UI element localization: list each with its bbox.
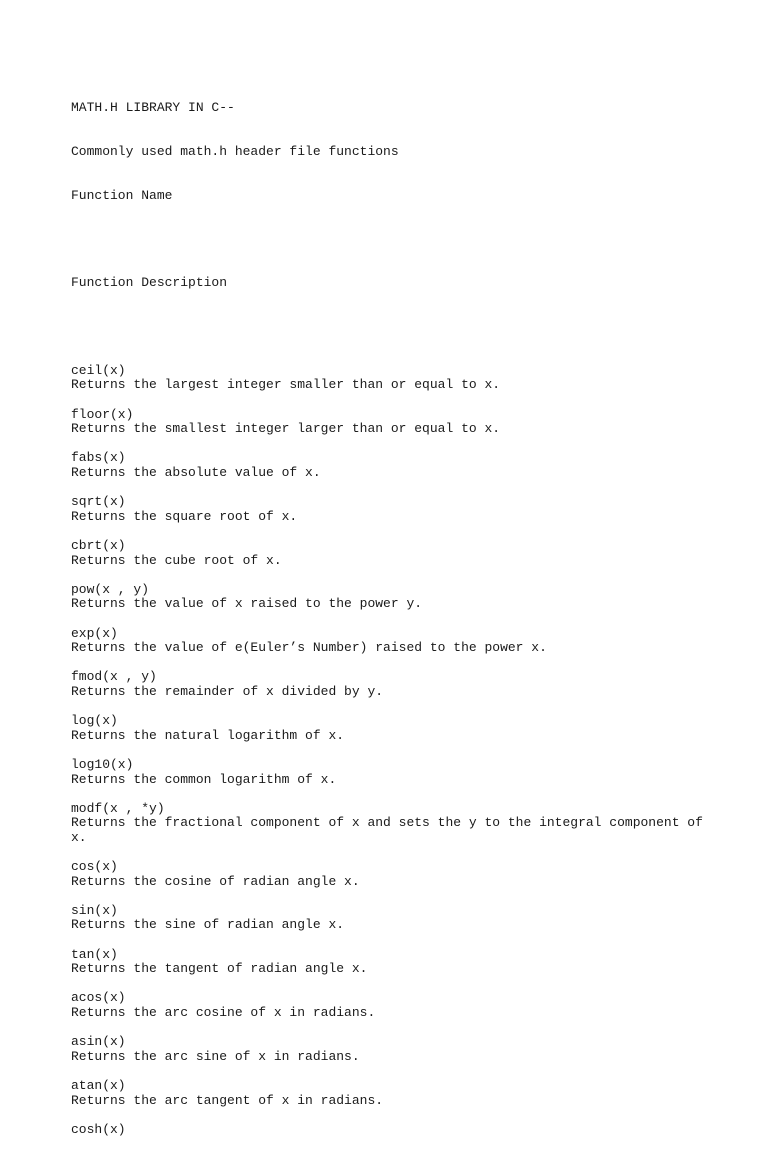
function-name: cos(x) [71,859,118,875]
function-name: modf(x , *y) [71,800,165,816]
function-entry [71,408,711,437]
function-description: Returns the fractional component of x and sets the y to the integral component of x. [71,815,711,845]
function-name: pow(x , y) [71,581,150,597]
function-name: tan(x) [71,946,118,962]
function-name: cbrt(x) [71,538,126,553]
function-description: Returns the arc tangent of x in radians. [71,1092,384,1108]
function-entry [71,670,711,699]
function-entry [71,1123,711,1138]
document-subtitle: Commonly used math.h header file functions [71,143,399,159]
function-name: acos(x) [71,990,126,1006]
function-entry [71,451,711,480]
spacer [71,233,711,248]
function-description: Returns the square root of x. [71,508,298,524]
function-name: log10(x) [71,756,134,772]
function-description: Returns the value of e(Euler’s Number) raised to the power x. [71,640,547,656]
function-description: Returns the value of x raised to the power y. [71,596,423,612]
function-description: Returns the remainder of x divided by y. [71,683,384,699]
column-header-description: Function Description [71,275,228,291]
function-description: Returns the cube root of x. [71,552,282,568]
function-description: Returns the natural logarithm of x. [71,727,345,743]
function-list [71,364,711,1137]
function-entry [71,802,711,846]
function-entry [71,948,711,977]
spacer [71,320,711,335]
function-name: log(x) [71,713,118,729]
function-description: Returns the smallest integer larger than or equal to x. [71,421,501,437]
function-entry [71,627,711,656]
function-name: atan(x) [71,1077,126,1093]
function-description: Returns the common logarithm of x. [71,771,337,787]
function-description: Returns the arc sine of x in radians. [71,1048,360,1064]
function-entry [71,1035,711,1064]
function-name: fabs(x) [71,450,126,466]
function-entry [71,714,711,743]
function-description: Returns the absolute value of x. [71,465,321,481]
function-entry [71,539,711,568]
function-name: floor(x) [71,406,134,422]
function-description: Returns the tangent of radian angle x. [71,961,368,977]
function-description: Returns the cosine of radian angle x. [71,873,360,889]
function-description: Returns the arc cosine of x in radians. [71,1005,376,1020]
function-name: fmod(x , y) [71,669,157,685]
function-name: ceil(x) [71,362,126,378]
document-title: MATH.H LIBRARY IN C-- [71,100,235,116]
function-description: Returns the largest integer smaller than or equal to x. [71,377,501,393]
function-name: exp(x) [71,625,118,641]
function-entry [71,583,711,612]
function-description: Returns the sine of radian angle x. [71,917,345,933]
function-entry [71,495,711,524]
function-entry [71,991,711,1020]
function-entry [71,1079,711,1108]
function-name: sqrt(x) [71,494,126,510]
function-name: asin(x) [71,1034,126,1050]
document-page [71,72,711,1152]
function-entry [71,364,711,393]
function-entry [71,860,711,889]
column-header-name: Function Name [71,187,173,203]
function-name: sin(x) [71,902,118,918]
function-name: cosh(x) [71,1121,126,1137]
function-entry [71,904,711,933]
function-entry [71,758,711,787]
